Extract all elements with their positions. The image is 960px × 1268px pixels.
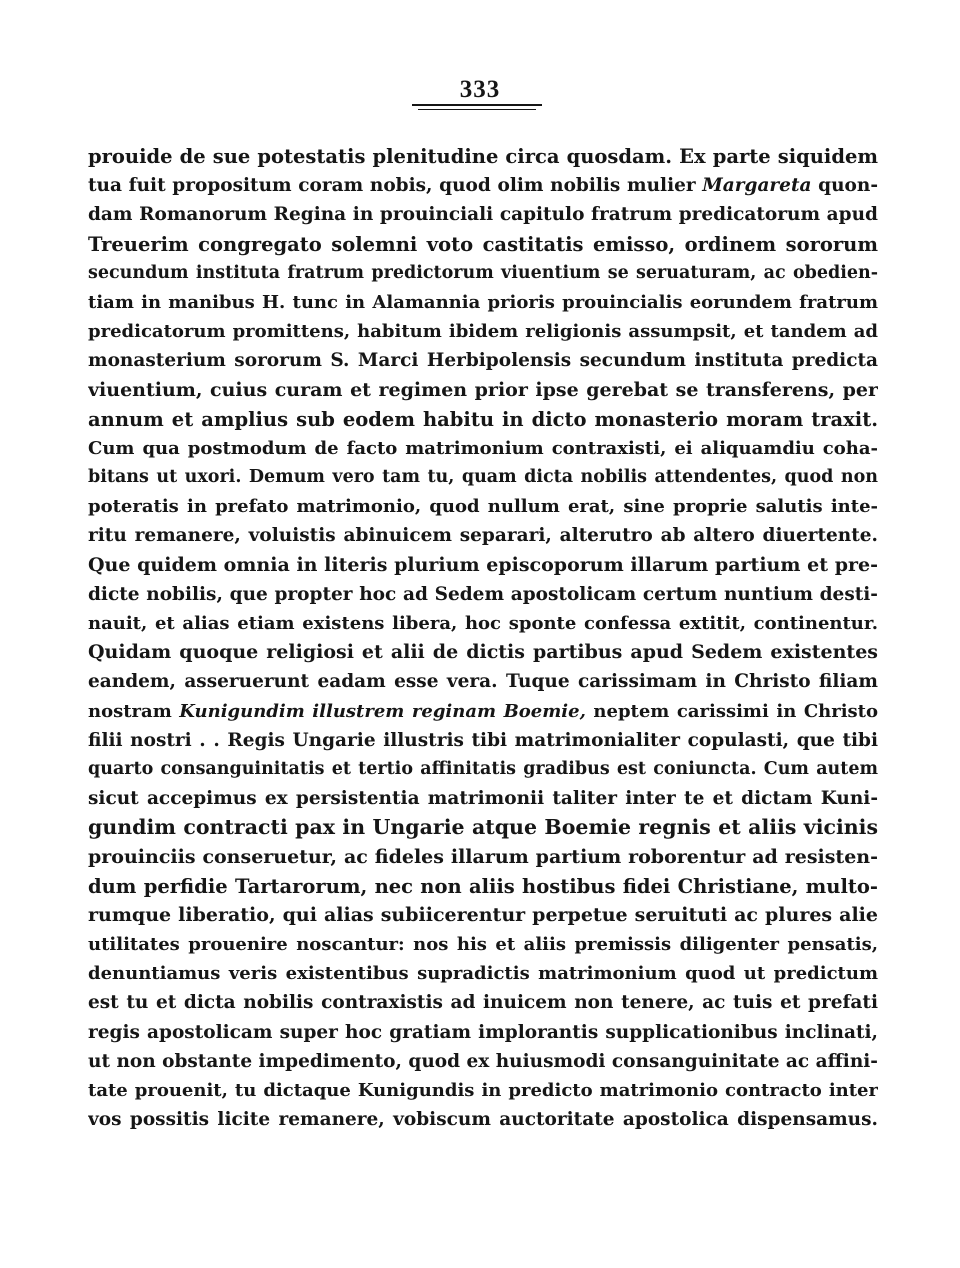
text-line: tiam in manibus H. tunc in Alamannia prioris prouincialis eorundem fratrum	[88, 291, 878, 313]
text-line: dicte nobilis, que propter hoc ad Sedem apostolicam certum nuntium desti-	[88, 583, 878, 605]
page-number: 333	[459, 76, 501, 103]
text-line: dum perfidie Tartarorum, nec non aliis hostibus fidei Christiane, multo-	[88, 874, 878, 898]
text-line: bitans ut uxori. Demum vero tam tu, quam dicta nobilis attendentes, quod non	[88, 467, 878, 488]
text-line: poteratis in prefato matrimonio, quod nullum erat, sine proprie salutis inte-	[88, 496, 878, 518]
text-segment: quon-	[811, 175, 878, 197]
text-line-with-italic	[88, 697, 878, 726]
text-line: utilitates prouenire noscantur: nos his et aliis premissis diligenter pensatis,	[88, 934, 878, 956]
text-line: prouinciis conseruetur, ac fideles illarum partium roborentur ad resisten-	[88, 845, 878, 868]
text-line: Treuerim congregato solemni voto castitatis emisso, ordinem sororum	[88, 232, 878, 256]
text-line: Cum qua postmodum de facto matrimonium contraxisti, ei aliquamdiu coha-	[88, 437, 878, 459]
text-segment: neptem carissimi in Christo	[585, 700, 878, 722]
text-segment: nostram	[88, 700, 180, 722]
text-line: gundim contracti pax in Ungarie atque Boemie regnis et aliis vicinis	[88, 815, 878, 840]
header-rule	[412, 104, 542, 106]
body-text	[88, 142, 878, 1134]
text-line: quarto consanguinitatis et tertio affinitatis gradibus est coniuncta. Cum autem	[88, 758, 878, 779]
text-line: secundum instituta fratrum predictorum viuentium se seruaturam, ac obedien-	[88, 262, 878, 283]
text-line: viuentium, cuius curam et regimen prior ipse gerebat se transferens, per	[88, 378, 878, 401]
text-line: prouide de sue potestatis plenitudine circa quosdam. Ex parte siquidem	[88, 145, 878, 168]
text-line: denuntiamus veris existentibus supradictis matrimonium quod ut predictum	[88, 963, 878, 985]
text-line-with-italic	[88, 171, 878, 200]
text-line: eandem, asseruerunt eadam esse vera. Tuque carissimam in Christo filiam	[88, 671, 878, 693]
text-line: Quidam quoque religiosi et alii de dictis partibus apud Sedem existentes	[88, 641, 878, 664]
text-line: Que quidem omnia in literis plurium episcoporum illarum partium et pre-	[88, 553, 878, 576]
text-line: regis apostolicam super hoc gratiam implorantis supplicationibus inclinati,	[88, 1021, 878, 1043]
text-line: tate prouenit, tu dictaque Kunigundis in predicto matrimonio contracto inter	[88, 1080, 878, 1101]
text-line: rumque liberatio, qui alias subiicerentur perpetue seruituti ac plures alie	[88, 903, 878, 926]
text-line: annum et amplius sub eodem habitu in dicto monasterio moram traxit.	[88, 407, 878, 431]
text-line: monasterium sororum S. Marci Herbipolensis secundum instituta predicta	[88, 350, 878, 372]
italic-name: Kunigundim illustrem reginam Boemie,	[179, 700, 586, 722]
text-line: ut non obstante impedimento, quod ex huiusmodi consanguinitate ac affini-	[88, 1050, 878, 1072]
text-line: nauit, et alias etiam existens libera, hoc sponte confessa extitit, continentur.	[88, 613, 878, 634]
text-line: vos possitis licite remanere, vobiscum auctoritate apostolica dispensamus.	[88, 1109, 878, 1131]
italic-name: Margareta	[702, 175, 812, 197]
header-rule-thin	[418, 109, 536, 110]
text-line: filii nostri . . Regis Ungarie illustris tibi matrimonialiter copulasti, que tibi	[88, 729, 878, 751]
text-segment: tua fuit propositum coram nobis, quod olim nobilis mulier	[88, 175, 703, 197]
text-line: est tu et dicta nobilis contraxistis ad inuicem non tenere, ac tuis et prefati	[88, 992, 878, 1014]
text-line: ritu remanere, voluistis abinuicem separari, alterutro ab altero diuertente.	[88, 525, 878, 547]
text-line: predicatorum promittens, habitum ibidem religionis assumpsit, et tandem ad	[88, 321, 878, 343]
text-line: sicut accepimus ex persistentia matrimonii taliter inter te et dictam Kuni-	[88, 788, 878, 810]
text-line: dam Romanorum Regina in prouinciali capitulo fratrum predicatorum apud	[88, 204, 878, 226]
